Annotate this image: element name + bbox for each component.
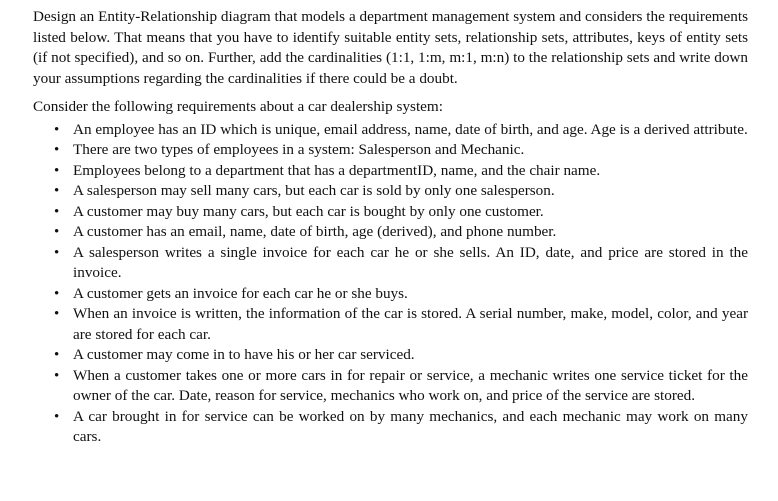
- list-item-text: A salesperson writes a single invoice for each car he or she sells. An ID, date, and price are stored in the invoice.: [73, 243, 748, 281]
- bullet-icon: •: [54, 347, 60, 363]
- bullet-icon: •: [54, 162, 60, 179]
- bullet-icon: •: [54, 244, 60, 261]
- list-item: [54, 366, 748, 407]
- list-item-text: A customer may come in to have his or her car serviced.: [73, 346, 415, 363]
- bullet-icon: •: [54, 367, 60, 384]
- list-item-text: When an invoice is written, the information of the car is stored. A serial number, make, model, color, and year are stored for each car.: [73, 305, 748, 343]
- list-item: [54, 181, 748, 202]
- list-item-text: A customer gets an invoice for each car he or she buys.: [73, 284, 408, 302]
- list-item: [54, 345, 748, 366]
- list-item-text: A customer has an email, name, date of birth, age (derived), and phone number.: [73, 223, 557, 240]
- bullet-icon: •: [54, 121, 60, 138]
- bullet-icon: •: [54, 203, 60, 220]
- list-item: [54, 407, 748, 448]
- list-item: [54, 304, 748, 345]
- list-item: [54, 222, 748, 243]
- list-item-text: A customer may buy many cars, but each car is bought by only one customer.: [73, 202, 544, 220]
- list-item-text: A salesperson may sell many cars, but each car is sold by only one salesperson.: [73, 182, 555, 199]
- bullet-icon: •: [54, 408, 60, 425]
- list-item: [54, 140, 748, 161]
- bullet-icon: •: [54, 306, 60, 322]
- list-item-text: Employees belong to a department that has a departmentID, name, and the chair name.: [73, 161, 601, 179]
- bullet-icon: •: [54, 183, 60, 199]
- bullet-icon: •: [54, 285, 60, 302]
- requirements-list: [33, 120, 748, 448]
- requirements-lead: Consider the following requirements about a car dealership system:: [33, 98, 443, 115]
- list-item-text: A car brought in for service can be worked on by many mechanics, and each mechanic may work on many cars.: [73, 407, 748, 445]
- list-item: [54, 284, 748, 305]
- list-item-text: There are two types of employees in a system: Salesperson and Mechanic.: [73, 141, 525, 158]
- intro-paragraph: Design an Entity-Relationship diagram that models a department management system and considers the requirements listed below. That means that you have to identify suitable entity sets, relationship sets, attributes, keys of entity sets (if not specified), and so on. Further, add the cardinalities (1:1, 1:m, m:1, m:n) to the relationship sets and write down your assumptions regarding the cardinalities if there could be a doubt.: [33, 8, 748, 87]
- list-item: [54, 120, 748, 141]
- bullet-icon: •: [54, 224, 60, 240]
- list-item: [54, 243, 748, 284]
- bullet-icon: •: [54, 142, 60, 158]
- list-item: [54, 161, 748, 182]
- list-item-text: An employee has an ID which is unique, email address, name, date of birth, and age. Age is a derived attribute.: [73, 120, 748, 138]
- list-item: [54, 202, 748, 223]
- list-item-text: When a customer takes one or more cars in for repair or service, a mechanic writes one service ticket for the owner of the car. Date, reason for service, mechanics who work on, and price of the service are stored.: [73, 366, 748, 404]
